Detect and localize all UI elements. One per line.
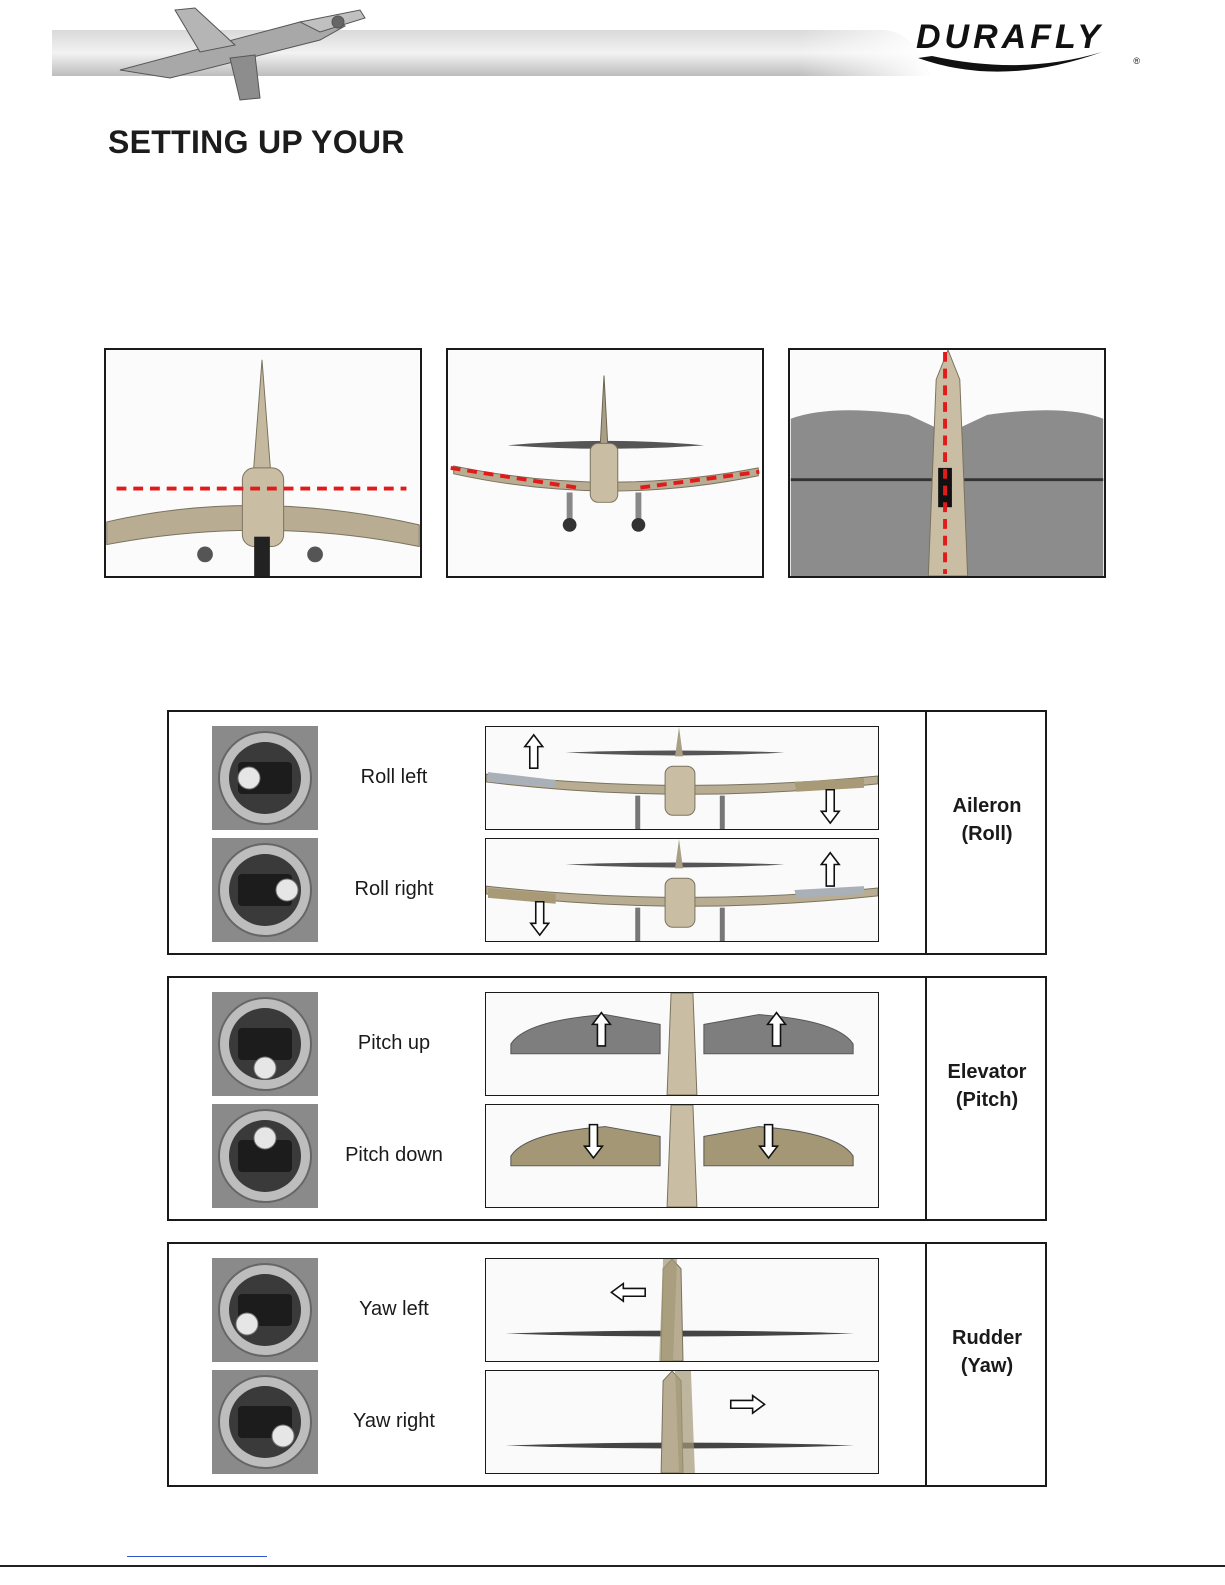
axis-subtitle: (Pitch)	[955, 1089, 1019, 1111]
control-table-elevator	[167, 976, 1047, 1221]
footer-link-underline	[127, 1556, 267, 1557]
axis-label	[927, 1058, 1047, 1114]
axis-name: Aileron	[952, 795, 1022, 817]
stick-position-image	[212, 1258, 318, 1362]
axis-name: Rudder	[952, 1327, 1022, 1349]
transmitter-stick-image	[212, 1258, 318, 1362]
control-table-aileron	[167, 710, 1047, 955]
brand-logo-text: DURAFLY	[916, 18, 1104, 56]
stick-movement-label: Roll left	[360, 766, 428, 788]
control-table-rudder	[167, 1242, 1047, 1487]
surface-deflection-photo	[485, 1104, 879, 1208]
fin-top-view-image	[790, 350, 1104, 576]
stick-thumb-icon	[236, 1313, 258, 1335]
transmitter-stick-image	[212, 1370, 318, 1474]
stick-movement-label: Roll right	[354, 878, 434, 900]
photo-vertical-fin-alignment	[788, 348, 1106, 578]
axis-subtitle: (Yaw)	[960, 1355, 1014, 1377]
wing-front-view-image	[448, 350, 762, 576]
footer-rule	[0, 1565, 1225, 1567]
control-surface-photo	[486, 839, 878, 941]
stick-position-image	[212, 838, 318, 942]
stick-thumb-icon	[276, 879, 298, 901]
surface-deflection-photo	[485, 838, 879, 942]
stick-position-image	[212, 726, 318, 830]
stick-thumb-icon	[254, 1057, 276, 1079]
control-surface-photo	[486, 1371, 878, 1473]
stick-movement-label: Pitch down	[345, 1144, 443, 1166]
surface-deflection-photo	[485, 726, 879, 830]
stick-movement-label: Yaw right	[353, 1410, 435, 1432]
transmitter-stick-image	[212, 726, 318, 830]
axis-label	[927, 792, 1047, 848]
surface-deflection-photo	[485, 1258, 879, 1362]
axis-subtitle: (Roll)	[961, 823, 1013, 845]
stick-position-image	[212, 1370, 318, 1474]
stick-thumb-icon	[238, 767, 260, 789]
stick-thumb-icon	[254, 1127, 276, 1149]
control-surface-photo	[486, 1105, 878, 1207]
transmitter-stick-image	[212, 838, 318, 942]
photo-horizontal-stabilizer-alignment	[104, 348, 422, 578]
stick-movement-label: Yaw left	[359, 1298, 429, 1320]
surface-deflection-photo	[485, 992, 879, 1096]
stick-position-image	[212, 992, 318, 1096]
stick-movement-label: Pitch up	[357, 1032, 431, 1054]
page-title: SETTING UP YOUR	[108, 124, 405, 160]
control-surface-photo	[486, 1259, 878, 1361]
axis-name: Elevator	[947, 1061, 1027, 1083]
surface-deflection-photo	[485, 1370, 879, 1474]
registered-mark: ®	[1133, 56, 1140, 66]
stabilizer-rear-view-image	[106, 350, 420, 576]
axis-label	[927, 1324, 1047, 1380]
control-surface-photo	[486, 993, 878, 1095]
stick-thumb-icon	[272, 1425, 294, 1447]
transmitter-stick-image	[212, 992, 318, 1096]
control-surface-photo	[486, 727, 878, 829]
photo-wing-dihedral-alignment	[446, 348, 764, 578]
transmitter-stick-image	[212, 1104, 318, 1208]
stick-position-image	[212, 1104, 318, 1208]
brand-logo	[912, 18, 1142, 76]
